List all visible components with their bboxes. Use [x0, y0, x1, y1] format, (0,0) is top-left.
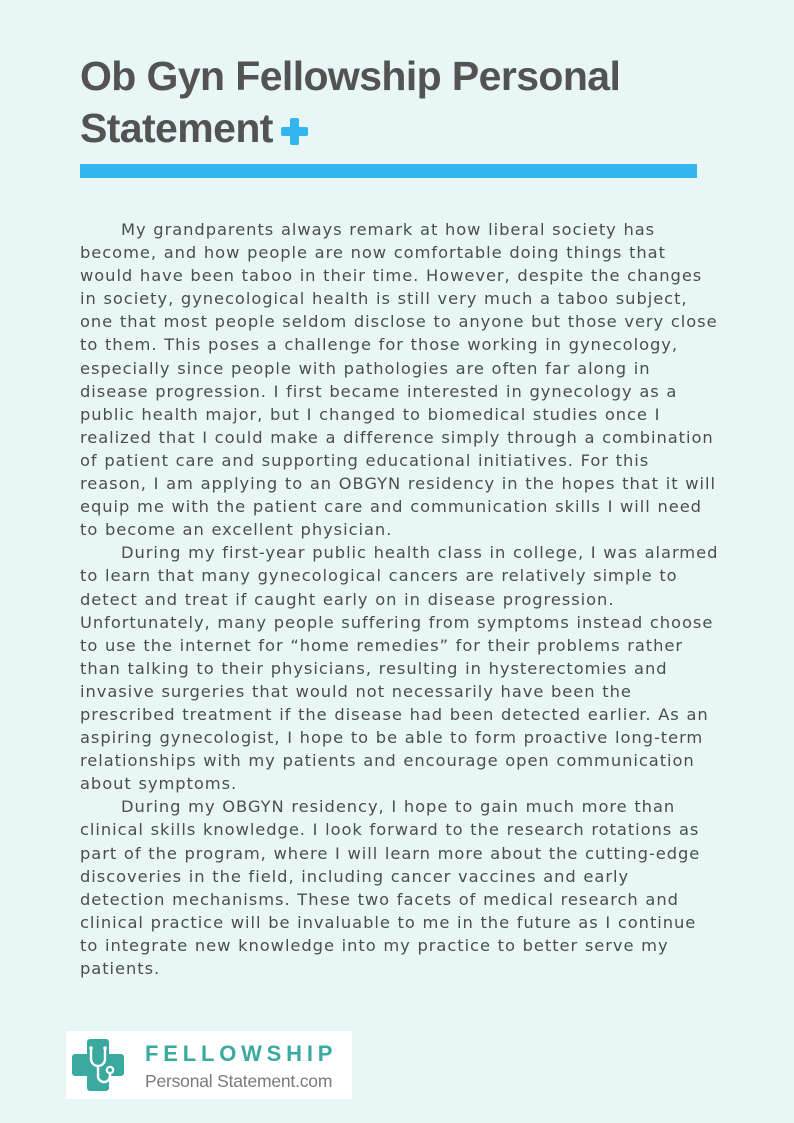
- paragraph-3: During my OBGYN residency, I hope to gain much more than clinical skills knowledge. I look forward to the research rotations as part of the program, where I will learn more about the cutting-edge discoveries in the field, including cancer vaccines and early detection mechanisms. These two facets of medical research and clinical practice will be invaluable to me in the future as I continue to integrate new knowledge into my practice to better serve my patients.: [80, 797, 701, 978]
- title-underline-bar: [80, 164, 697, 178]
- plus-icon: [281, 118, 308, 145]
- site-logo[interactable]: [66, 1031, 352, 1099]
- statement-body: [80, 218, 720, 980]
- paragraph-2: During my first-year public health class in college, I was alarmed to learn that many gynecological cancers are relatively simple to detect and treat if caught early on in disease progression. Unfortunately, many people suffering from symptoms instead choose to use the internet for “home remedies” for their problems rather than talking to their physicians, resulting in hysterectomies and invasive surgeries that would not necessarily have been the prescribed treatment if the disease had been detected earlier. As an aspiring gynecologist, I hope to be able to form proactive long-term relationships with my patients and encourage open communication about symptoms.: [80, 543, 719, 794]
- page-title-text: Ob Gyn Fellowship Personal Statement: [80, 53, 621, 151]
- logo-wordmark: FELLOWSHIP: [145, 1041, 338, 1066]
- page-title: [80, 50, 720, 154]
- medical-cross-stethoscope-icon: [70, 1037, 126, 1093]
- paragraph-1: My grandparents always remark at how liberal society has become, and how people are now comfortable doing things that would have been taboo in their time. However, despite the changes in society, gynecological health is still very much a taboo subject, one that most people seldom disclose to anyone but those very close to them. This poses a challenge for those working in gynecology, especially since people with pathologies are often far along in disease progression. I first became interested in gynecology as a public health major, but I changed to biomedical studies once I realized that I could make a difference simply through a combination of patient care and supporting educational initiatives. For this reason, I am applying to an OBGYN residency in the hopes that it will equip me with the patient care and communication skills I will need to become an excellent physician.: [80, 220, 718, 540]
- logo-subtitle: Personal Statement.com: [145, 1071, 333, 1091]
